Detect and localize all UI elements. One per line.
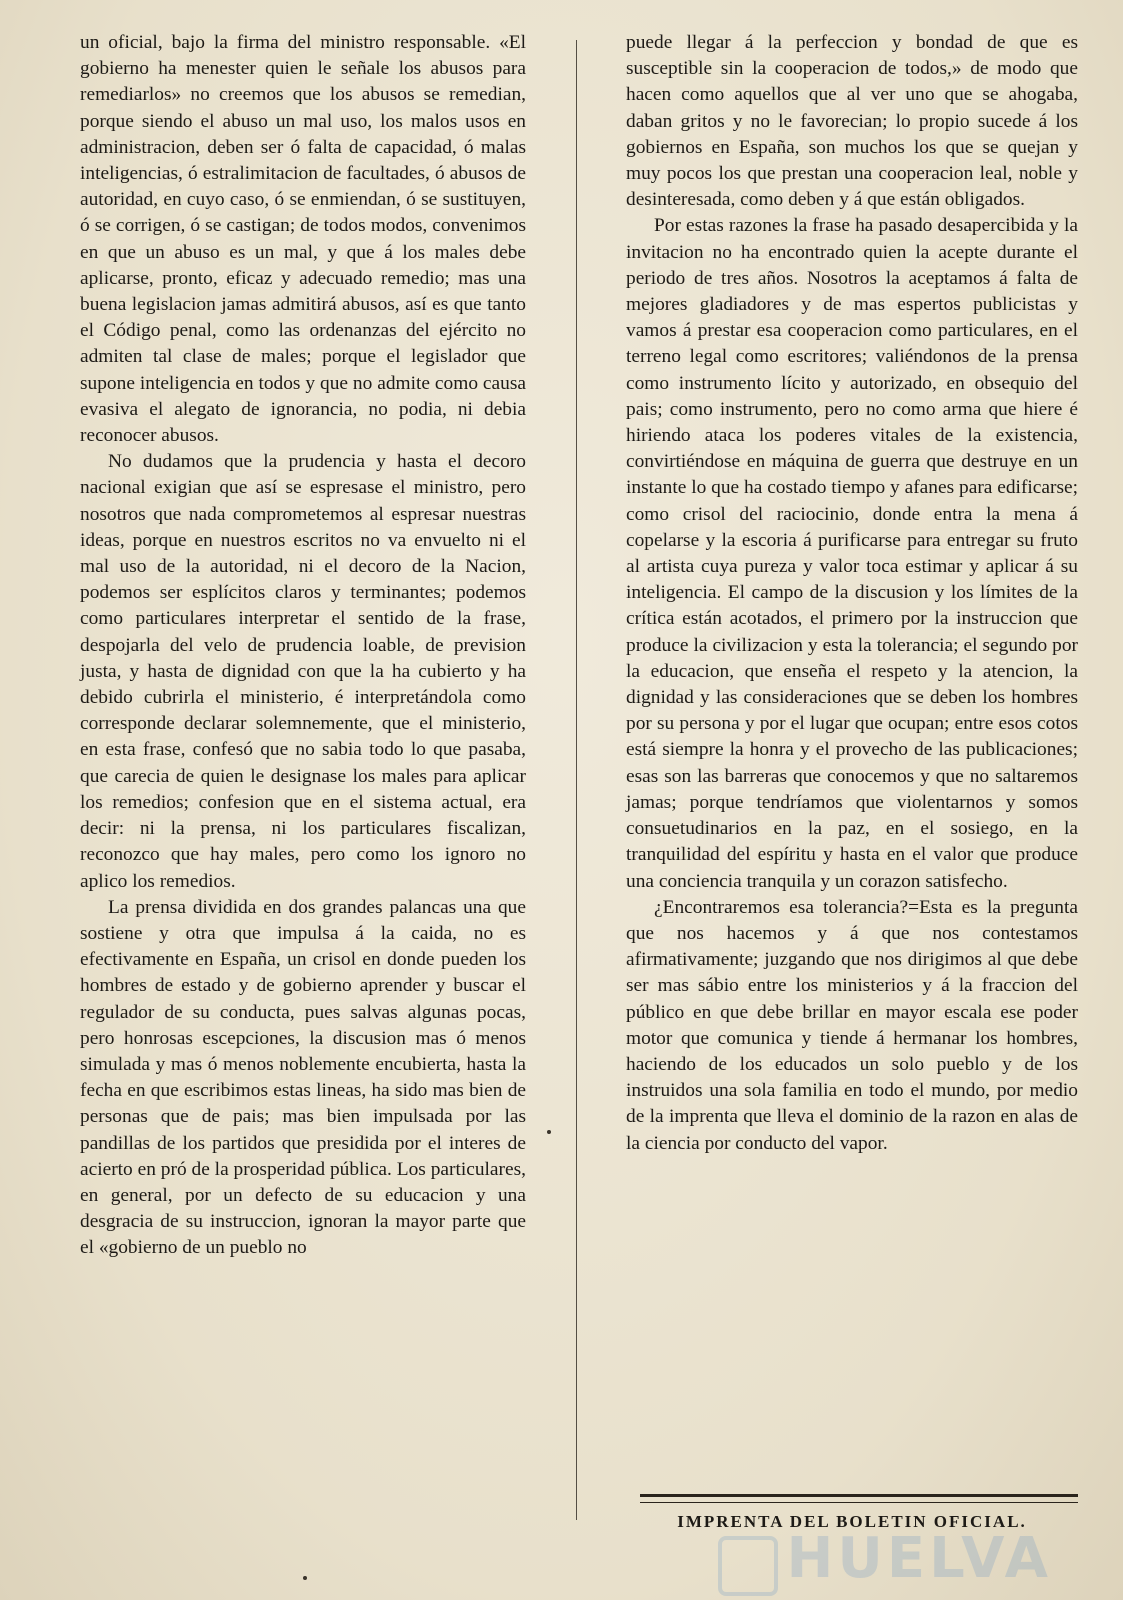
- paragraph: No dudamos que la prudencia y hasta el decoro nacional exigian que así se espresase el ministro, pero nosotros que nada comprometemos al espresar nuestras ideas, porque en nuestros escritos no va envuelto ni el mal uso de la autoridad, ni el decoro de la Nacion, podemos ser esplícitos claros y terminantes; podemos como particulares interpretar el sentido de la frase, despojarla del velo de prudencia loable, de prevision justa, y hasta de dignidad con que la ha cubierto y ha debido cubrirla el ministerio, é interpretándola como corresponde declarar solemnemente, que el ministerio, en esta frase, confesó que no sabia todo lo que pasaba, que carecia de quien le designase los males para aplicar los remedios; confesion que en el sistema actual, era decir: ni la prensa, ni los particulares fiscalizan, reconozco que hay males, pero como los ignoro no aplico los remedios.: [80, 451, 526, 892]
- ink-speck: [303, 1576, 307, 1580]
- paragraph: Por estas razones la frase ha pasado desapercibida y la invitacion no ha encontrado quien la acepte durante el periodo de tres años. Nosotros la aceptamos á falta de mejores gladiadores y de mas espertos publicistas y vamos á prestar esa cooperacion como particulares, en el terreno legal como escritores; valiéndonos de la prensa como instrumento lícito y autorizado, en obsequio del pais; como instrumento, pero no como arma que hiere é hiriendo ataca los poderes vitales de la existencia, convirtiéndose en máquina de guerra que destruye en un instante lo que ha costado tiempo y afanes para edificarse; como crisol del raciocinio, donde entra la mena á copelarse y la escoria á purificarse para entregar su fruto al artista cuya pureza y valor toca estimar y aplicar á su inteligencia. El campo de la discusion y los límites de la crítica están acotados, el primero por la instruccion que produce la civilizacion y esta la tolerancia; el segundo por la educacion, que enseña el respeto y la atencion, la dignidad y las consideraciones que se deben los hombres por su persona y por el lugar que ocupan; entre esos cotos está siempre la honra y el provecho de las publicaciones; esas son las barreras que conocemos y que no saltaremos jamas; porque tendríamos que violentarnos y somos consuetudinarios en la paz, en el sosiego, en la tranquilidad del espíritu y hasta en el valor que produce una conciencia tranquila y un corazon satisfecho.: [626, 215, 1078, 892]
- library-watermark: HUELVA: [786, 1526, 1052, 1591]
- printer-imprint: IMPRENTA DEL BOLETIN OFICIAL.: [677, 1512, 1027, 1531]
- column-divider: [576, 40, 577, 1520]
- right-column: [626, 30, 1078, 1157]
- left-column: [80, 30, 526, 1262]
- paragraph: un oficial, bajo la firma del ministro responsable. «El gobierno ha menester quien le señale los abusos para remediarlos» no creemos que los abusos se remedian, porque siendo el abuso un mal uso, los malos usos en administracion, deben ser ó falta de capacidad, ó malas inteligencias, ó estralimitacion de facultades, ó abusos de autoridad, en cuyo caso, ó se enmiendan, ó se sustituyen, ó se corrigen, ó se castigan; de todos modos, convenimos en que un abuso es un mal, y que á los males debe aplicarse, pronto, eficaz y adecuado remedio; mas una buena legislacion jamas admitirá abusos, así es que tanto el Código penal, como las ordenanzas del ejército no admiten tal clase de males; porque el legislador que supone inteligencia en todos y que no admite como causa evasiva el alegato de ignorancia, no podia, ni debia reconocer abusos.: [80, 32, 526, 447]
- paragraph: ¿Encontraremos esa tolerancia?=Esta es la pregunta que nos hacemos y á que nos contestamos afirmativamente; juzgando que nos dirigimos al que debe ser mas sábio entre los ministerios y á la fraccion del público en que debe brillar en mayor escala ese poder motor que comunica y tiende á hermanar los hombres, haciendo de los educados un solo pueblo y de los instruidos una sola familia en todo el mundo, por medio de la imprenta que lleva el dominio de la razon en alas de la ciencia por conducto del vapor.: [626, 896, 1078, 1154]
- ink-speck: [547, 1130, 551, 1134]
- paragraph: La prensa dividida en dos grandes palancas una que sostiene y otra que impulsa á la caida, no es efectivamente en España, un crisol en donde pueden los hombres de estado y de gobierno aprender y buscar el regulador de su conducta, pues salvas algunas pocas, pero honrosas escepciones, la discusion mas ó menos simulada y mas ó menos noblemente encubierta, hasta la fecha en que escribimos estas lineas, ha sido mas bien de personas que de pais; mas bien impulsada por las pandillas de los partidos que presidida por el interes de acierto en pró de la prosperidad pública. Los particulares, en general, por un defecto de su educacion y una desgracia de su instruccion, ignoran la mayor parte que el «gobierno de un pueblo no: [80, 896, 526, 1259]
- paragraph: puede llegar á la perfeccion y bondad de que es susceptible sin la cooperacion de todos,» de modo que hacen como aquellos que al ver uno que se ahogaba, daban gritos y no le favorecian; lo propio sucede á los gobiernos en España, son muchos los que se quejan y muy pocos los que prestan una cooperacion leal, noble y desinteresada, como deben y á que están obligados.: [626, 32, 1078, 211]
- closing-rule: [640, 1494, 1078, 1503]
